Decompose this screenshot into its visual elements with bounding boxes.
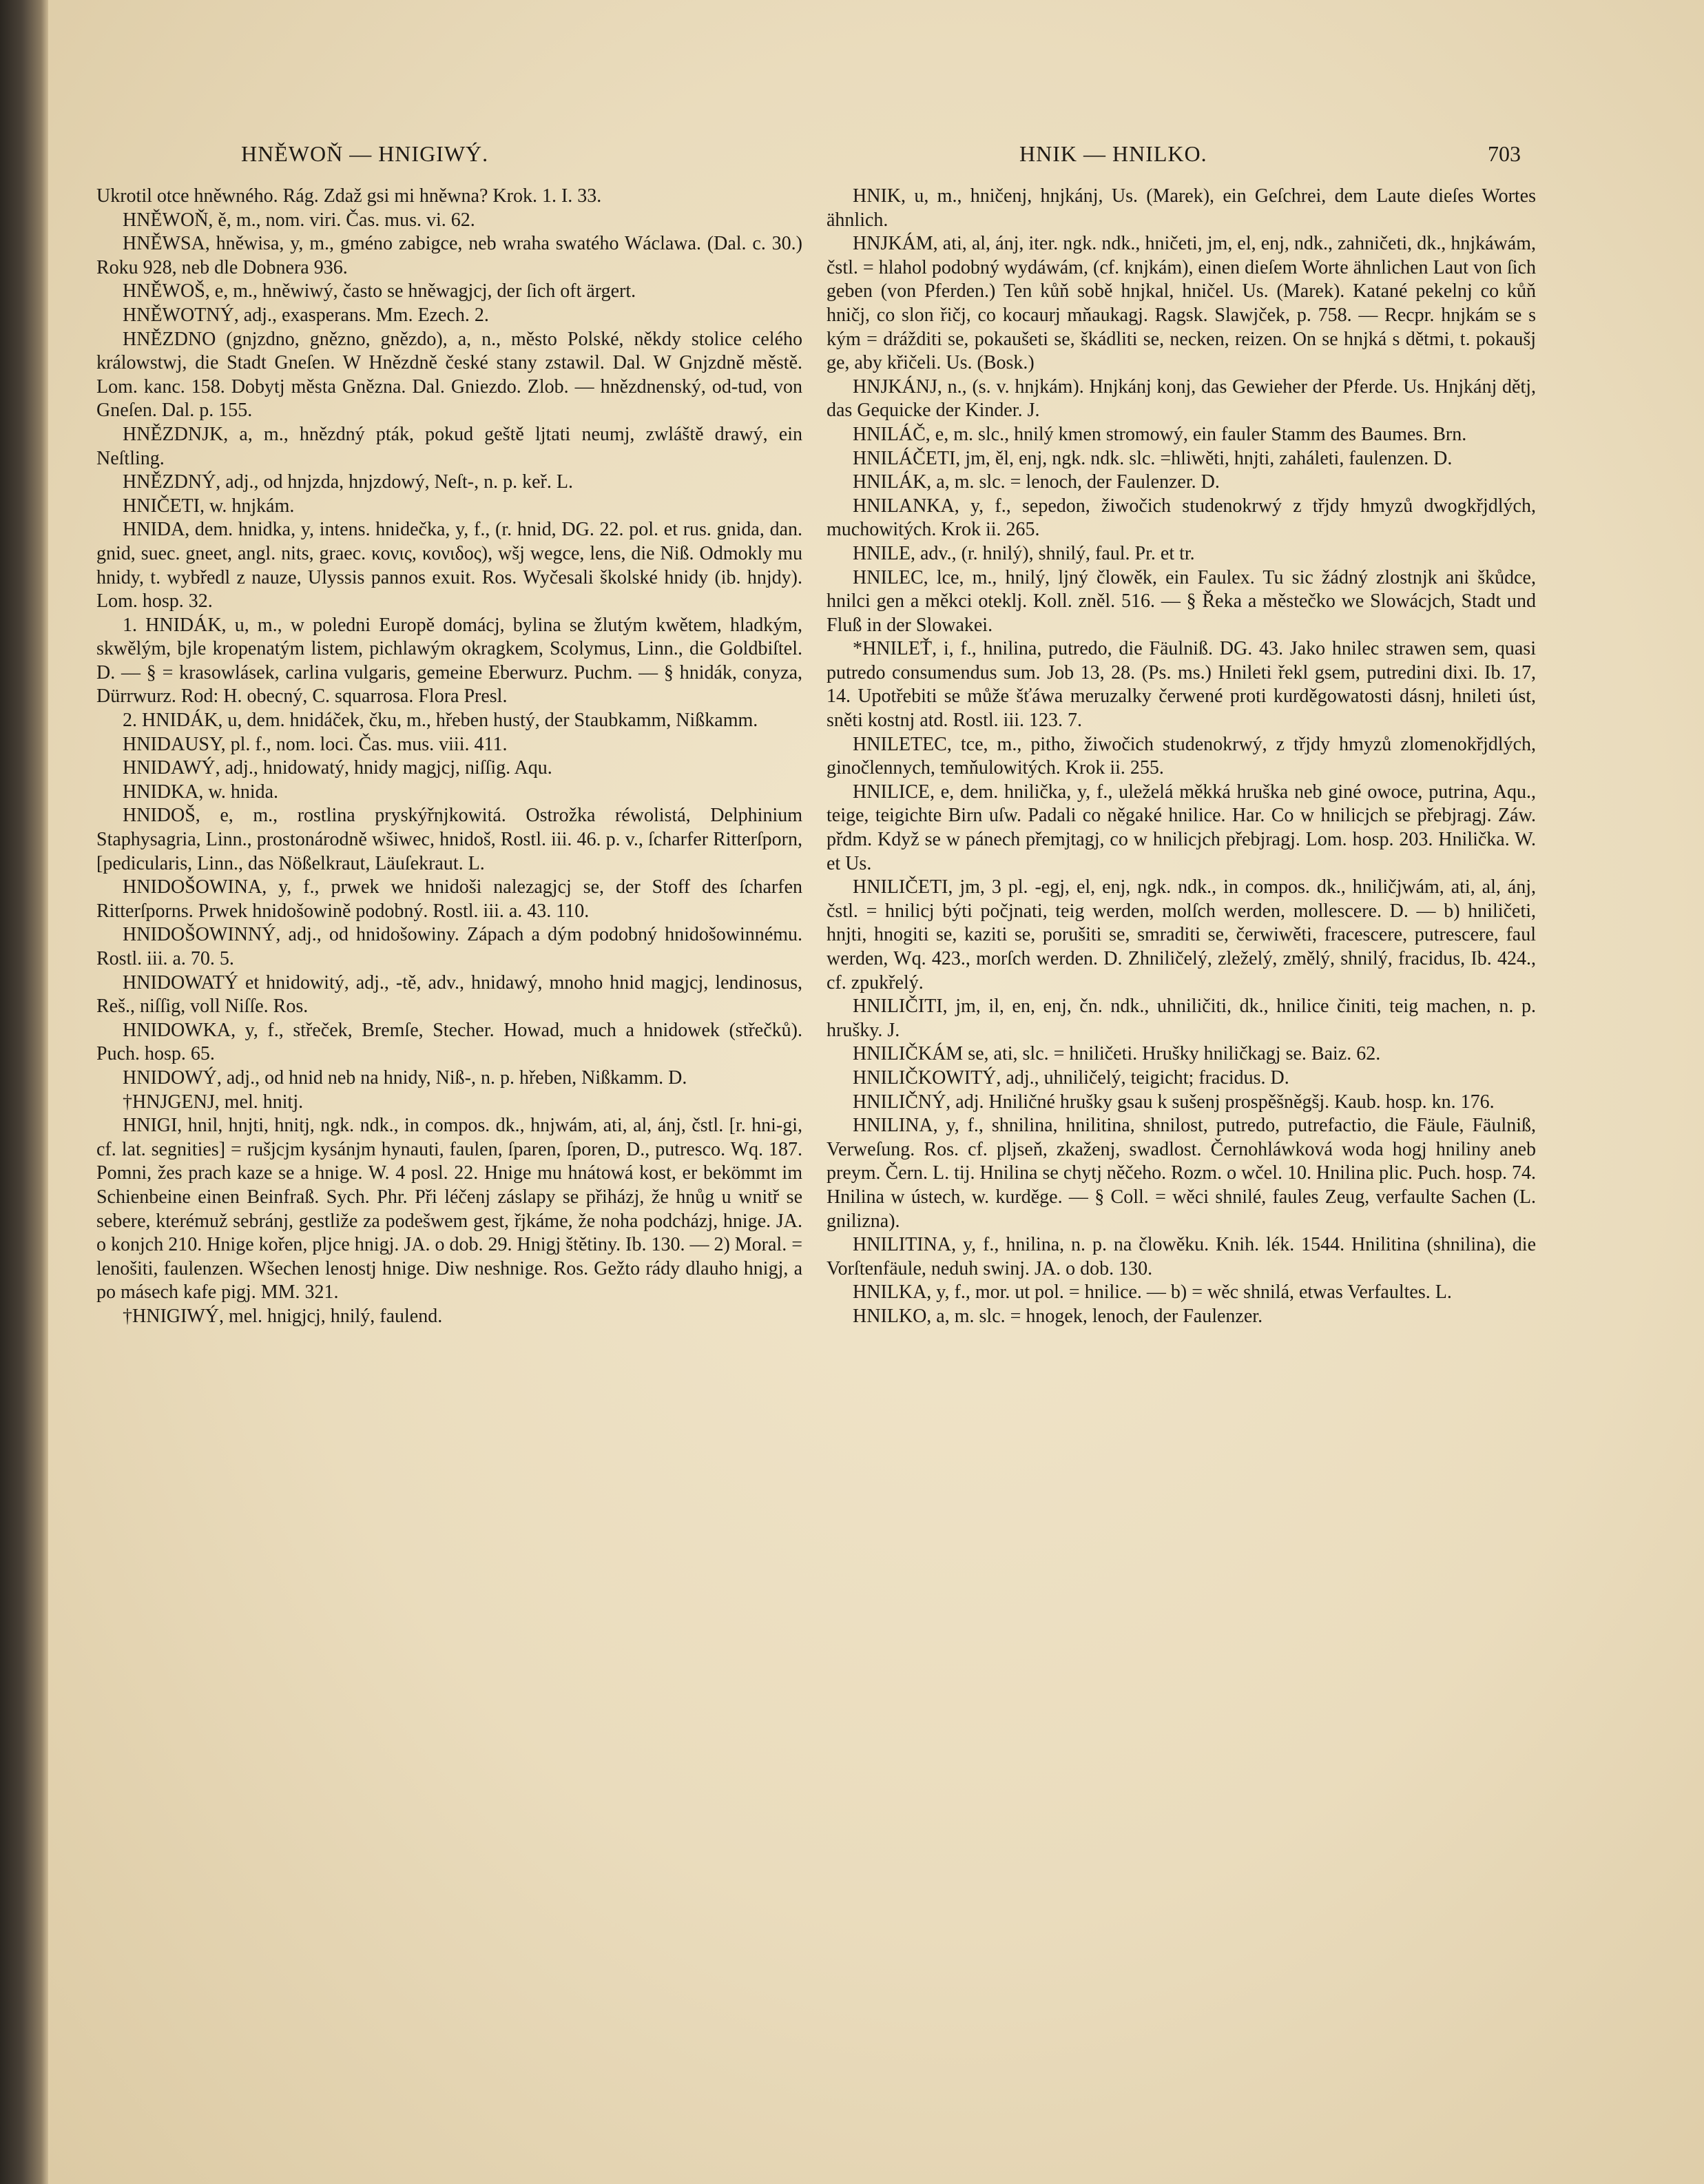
entry-paragraph: HNILÁK, a, m. slc. = lenoch, der Faulenzer. D. — [853, 471, 1220, 493]
entry-paragraph: HNIDOŠOWINNÝ, adj., od hnidošowiny. Zápach a dým podobný hnidošowinnému. Rostl. iii. a. 70. 5. — [96, 924, 802, 969]
entry-paragraph: HNILIČETI, jm, 3 pl. -egj, el, enj, ngk. ndk., in compos. dk., hniličjwám, ati, al, ánj, čstl. = hnilicj býti počjnati, teig werden, molſch werden, mollescere. D. — b) hniličeti, hnjti, hnogiti se, kaziti se, porušiti se, smraditi se, čerwiwěti, fracescere, putrescere, faul werden, Wq. 423., morſch werden. D. Zhniličelý, zleželý, změlý, shnilý, fracidus, Ib. 424., cf. zpukřelý. — [827, 876, 1536, 993]
entry-paragraph: HNIDOŠ, e, m., rostlina pryskýřnjkowitá. Ostrožka réwolistá, Delphinium Staphysagria, Linn., prostonárodně wšiwec, hnidoš, Rostl. iii. 46. p. v., ſcharfer Ritterſporn, [pedicularis, Linn., das Nößelkraut, Läuſekraut. L. — [96, 805, 802, 874]
entry-paragraph: HNIDKA, w. hnida. — [123, 781, 279, 803]
entry-paragraph: HNĚWOŇ, ě, m., nom. viri. Čas. mus. vi. 62. — [123, 209, 475, 231]
entry-paragraph: HNILE, adv., (r. hnilý), shnilý, faul. Pr. et tr. — [853, 542, 1195, 564]
entry-paragraph: HNIDOŠOWINA, y, f., prwek we hnidoši nalezagjcj se, der Stoff des ſcharfen Ritterſporns. Prwek hnidošowině podobný. Rostl. iii. a. 43. 110. — [96, 876, 802, 922]
entry-paragraph: HNILKA, y, f., mor. ut pol. = hnilice. — b) = wěc shnilá, etwas Verfaultes. L. — [853, 1281, 1452, 1304]
entry-paragraph: HNIDOWÝ, adj., od hnid neb na hnidy, Niß-, n. p. hřeben, Nißkamm. D. — [123, 1067, 687, 1089]
entry-paragraph: HNIGI, hnil, hnjti, hnitj, ngk. ndk., in compos. dk., hnjwám, ati, al, ánj, čstl. [r. hni-gi, cf. lat. segnities] = rušjcjm kysánjm hynauti, faulen, ſparen, ſporen, D., putresco. Wq. 187. Pomni, žes prach kaze se a hnige. W. 4 posl. 22. Hnige mu hnátowá kost, er bekömmt im Schienbeine einen Beinfraß. Sych. Phr. Při léčenj záslapy se přiházj, že hnůg u wnitř se sebere, kterémuž sebránj, gestliže za podešwem gest, řjkáme, že noha podcházj, hnige. JA. o konjch 210. Hnige kořen, pljce hnigj. JA. o dob. 29. Hnigj štětiny. Ib. 130. — 2) Moral. = lenošiti, faulenzen. Wšechen lenostj hnige. Diw neshnige. Ros. Gežto rády dlauho hnigj, a po másech kafe pigj. MM. 321. — [96, 1115, 802, 1304]
entry-paragraph: HNILIČNÝ, adj. Hniličné hrušky gsau k sušenj prospěšněgšj. Kaub. hosp. kn. 176. — [853, 1091, 1495, 1113]
entry-paragraph: *HNILEŤ, i, f., hnilina, putredo, die Fäulniß. DG. 43. Jako hnilec strawen sem, quasi putredo consumendus sum. Job 13, 28. (Ps. ms.) Hnileti řekl gsem, putredini dixi. Ib. 17, 14. Upotřebiti se může šťáwa meruzalky čerwené proti kurděgowatosti dásnj, hnileti úst, sněti kostnj atd. Rostl. iii. 123. 7. — [827, 638, 1536, 732]
entry-paragraph: HNIČETI, w. hnjkám. — [123, 495, 295, 517]
entry-paragraph: HNILEC, lce, m., hnilý, ljný člowěk, ein Faulex. Tu sic žádný zlostnjk ani škůdce, hnilci gen a měkci oteklj. Koll. zněl. 516. — § Řeka a městečko we Slowácjch, Stadt und Fluß in der Slowakei. — [827, 566, 1536, 636]
right-running-head: HNIK — HNILKO. — [1019, 141, 1207, 166]
right-column — [827, 185, 1536, 1329]
entry-paragraph: HNILÁČETI, jm, ěl, enj, ngk. ndk. slc. =hliwěti, hnjti, zaháleti, faulenzen. D. — [853, 447, 1453, 469]
entry-paragraph: HNĚWOŠ, e, m., hněwiwý, často se hněwagjcj, der ſich oft ärgert. — [123, 280, 636, 302]
entry-paragraph: 2. HNIDÁK, u, dem. hnidáček, čku, m., hřeben hustý, der Staubkamm, Nißkamm. — [123, 710, 758, 732]
dictionary-page — [48, 0, 1704, 2184]
entry-paragraph: HNILINA, y, f., shnilina, hnilitina, shnilost, putredo, putrefactio, die Fäule, Fäulniß, Verweſung. Ros. cf. pljseň, zkaženj, swadlost. Černohláwková woda hogj hniliny aneb preym. Čern. L. tij. Hnilina se chytj něčeho. Rozm. o wčel. 10. Hnilina plic. Puch. hosp. 74. Hnilina w ústech, w. kurděge. — § Coll. = wěci shnilé, faules Zeug, verfaulte Sachen (L. gnilizna). — [827, 1115, 1536, 1232]
entry-paragraph: HNILKO, a, m. slc. = hnogek, lenoch, der Faulenzer. — [853, 1305, 1263, 1327]
entry-paragraph: HNIDAUSY, pl. f., nom. loci. Čas. mus. viii. 411. — [123, 733, 508, 755]
entry-paragraph: †HNJGENJ, mel. hnitj. — [123, 1091, 304, 1113]
entry-paragraph: HNIDAWÝ, adj., hnidowatý, hnidy magjcj, niſſig. Aqu. — [123, 757, 552, 779]
entry-paragraph: HNJKÁNJ, n., (s. v. hnjkám). Hnjkánj konj, das Gewieher der Pferde. Us. Hnjkánj dětj, das Gequicke der Kinder. J. — [827, 375, 1536, 422]
entry-paragraph: HNILIČKÁM se, ati, slc. = hniličeti. Hrušky hniličkagj se. Baiz. 62. — [853, 1043, 1381, 1065]
entry-paragraph: HNIDOWATÝ et hnidowitý, adj., -tě, adv., hnidawý, mnoho hnid magjcj, lendinosus, Reš., niſſig, voll Niſſe. Ros. — [96, 971, 802, 1018]
left-column — [96, 185, 802, 1329]
entry-paragraph: HNJKÁM, ati, al, ánj, iter. ngk. ndk., hničeti, jm, el, enj, ndk., zahničeti, dk., hnjkáwám, čstl. = hlahol podobný wydáwám, (cf. knjkám), einen dieſem Worte ähnlichen Laut von ſich geben (von Pferden.) Ten kůň sobě hnjkal, hničel. Us. (Marek). Katané pekelnj co kůň hničj, co slon řičj, co kocaurj mňaukagj. Ragsk. Slawjček, p. 758. — Recpr. hnjkám se s kým = drážditi se, pokaušeti se, škádliti se, necken, reizen. On se hnjká s dětmi, t. pokaušj ge, aby křičeli. Us. (Bosk.) — [827, 233, 1536, 374]
entry-paragraph: HNILIČKOWITÝ, adj., uhniličelý, teigicht; fracidus. D. — [853, 1067, 1289, 1089]
entry-paragraph: HNĚZDNJK, a, m., hnězdný pták, pokud geště ljtati neumj, zwláště drawý, ein Neſtling. — [96, 423, 802, 469]
entry-paragraph: HNILITINA, y, f., hnilina, n. p. na člowěku. Knih. lék. 1544. Hnilitina (shnilina), die Vorſtenfäule, neduh swinj. JA. o dob. 130. — [827, 1234, 1536, 1279]
entry-paragraph: HNIDOWKA, y, f., střeček, Bremſe, Stecher. Howad, much a hnidowek (střečků). Puch. hosp. 65. — [96, 1019, 802, 1065]
book-spine-shadow — [0, 0, 48, 2184]
entry-paragraph: HNILETEC, tce, m., pitho, žiwočich studenokrwý, z třjdy hmyzů zlomenokřjdlých, ginočlennych, temňulowitých. Krok ii. 255. — [827, 733, 1536, 779]
entry-paragraph: HNILIČITI, jm, il, en, enj, čn. ndk., uhniličiti, dk., hnilice činiti, teig machen, n. p. hrušky. J. — [827, 996, 1536, 1041]
entry-paragraph: HNILANKA, y, f., sepedon, žiwočich studenokrwý z třjdy hmyzů dwogkřjdlých, muchowitých. Krok ii. 265. — [827, 495, 1536, 541]
entry-paragraph: HNIK, u, m., hničenj, hnjkánj, Us. (Marek), ein Geſchrei, dem Laute dieſes Wortes ähnlich. — [827, 185, 1536, 231]
entry-paragraph: HNILÁČ, e, m. slc., hnilý kmen stromowý, ein fauler Stamm des Baumes. Brn. — [853, 423, 1467, 445]
entry-paragraph: HNĚZDNO (gnjzdno, gnězno, gnězdo), a, n., město Polské, někdy stolice celého králowstwj, die Stadt Gneſen. W Hnězdně české stany zstawil. Dal. W Gnjzdně městě. Lom. kanc. 158. Dobytj města Gnězna. Dal. Gniezdo. Zlob. — hnězdnenský, od-tud, von Gneſen. Dal. p. 155. — [96, 328, 802, 422]
left-running-head: HNĚWOŇ — HNIGIWÝ. — [241, 141, 489, 166]
entry-paragraph: HNĚZDNÝ, adj., od hnjzda, hnjzdowý, Neſt-, n. p. keř. L. — [123, 471, 573, 493]
entry-paragraph: HNĚWSA, hněwisa, y, m., gméno zabigce, neb wraha swatého Wáclawa. (Dal. c. 30.) Roku 928, neb dle Dobnera 936. — [96, 233, 802, 278]
entry-paragraph: HNILICE, e, dem. hnilička, y, f., uleželá měkká hruška neb giné owoce, putrina, Aqu., teige, teigichte Birn uſw. Padali co něgaké hnilice. Har. Co w hnilicjch se přebjragj. Záw. přdm. Když se w pánech přemjtagj, co w hnilicjch přebjragj. Lom. hosp. 203. Hnilička. W. et Us. — [827, 781, 1536, 874]
entry-paragraph: Ukrotil otce hněwného. Rág. Zdaž gsi mi hněwna? Krok. 1. I. 33. — [96, 185, 602, 207]
entry-paragraph: †HNIGIWÝ, mel. hnigjcj, hnilý, faulend. — [123, 1305, 443, 1327]
entry-paragraph: HNĚWOTNÝ, adj., exasperans. Mm. Ezech. 2. — [123, 304, 489, 326]
entry-paragraph: 1. HNIDÁK, u, m., w poledni Europě domácj, bylina se žlutým kwětem, hladkým, skwělým, bjle kropenatým listem, pichlawým okragkem, Scolymus, Linn., die Goldbiſtel. D. — § = krasowlásek, carlina vulgaris, gemeine Eberwurz. Puchm. — § hnidák, conyza, Dürrwurz. Rod: H. obecný, C. squarrosa. Flora Presl. — [96, 614, 802, 708]
entry-paragraph: HNIDA, dem. hnidka, y, intens. hnidečka, y, f., (r. hnid, DG. 22. pol. et rus. gnida, dan. gnid, suec. gneet, angl. nits, graec. κονις, κονιδος), wšj wegce, lens, die Niß. Odmokly mu hnidy, t. wybředl z nauze, Ulyssis pannos exuit. Ros. Wyčesali školské hnidy (ib. hnjdy). Lom. hosp. 32. — [96, 519, 802, 612]
page-number: 703 — [1488, 141, 1521, 166]
